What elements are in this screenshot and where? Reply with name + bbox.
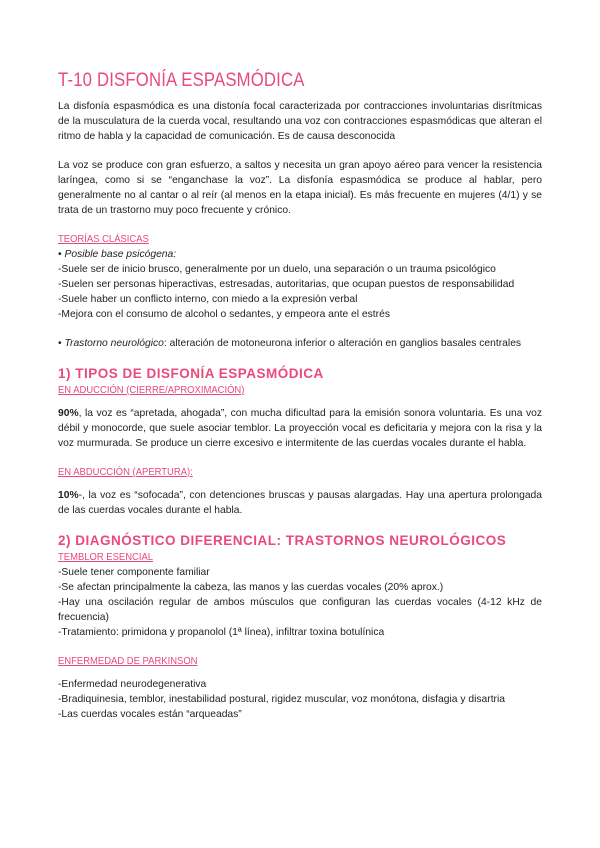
parkinson-item: -Enfermedad neurodegenerativa [58,679,207,690]
aduccion-pct: 90% [58,408,79,419]
neuro-text: : alteración de motoneurona inferior o alteración en ganglios basales centrales [163,338,522,349]
aduccion-text: , la voz es “apretada, ahogada”, con mucha dificultad para la emisión sonora voluntaria. Es una voz débil y monocorde, que suele asociar temblor. La proyección vocal es deficitaria y mejora con la risa y la voz murmurada. Se produce un cierre excesivo e intermitente de las cuerdas vocales durante el habla. [58,408,542,449]
teorias-heading: TEORÍAS CLÁSICAS [58,233,149,245]
psicogena-item: -Suelen ser personas hiperactivas, estresadas, autoritarias, que ocupan puestos de responsabilidad [58,279,515,290]
psicogena-item: -Suele ser de inicio brusco, generalmente por un duelo, una separación o un trauma psicológico [58,264,496,275]
abduccion-pct: 10% [58,490,79,501]
aduccion-paragraph [58,406,542,451]
diagnostico-heading: 2) DIAGNÓSTICO DIFERENCIAL: TRASTORNOS NEUROLÓGICOS [58,533,507,548]
abduccion-heading: EN ABDUCCIÓN (APERTURA): [58,466,193,478]
bullet-icon: • [58,338,62,349]
neuro-label: Trastorno neurológico [64,338,164,349]
tipos-heading: 1) TIPOS DE DISFONÍA ESPASMÓDICA [58,366,324,381]
temblor-item: -Suele tener componente familiar [58,567,210,578]
psicogena-item: -Suele haber un conflicto interno, con miedo a la expresión verbal [58,294,358,305]
abduccion-paragraph [58,488,542,518]
temblor-item: -Se afectan principalmente la cabeza, las manos y las cuerdas vocales (20% aprox.) [58,582,444,593]
page-title: T-10 DISFONÍA ESPASMÓDICA [58,70,305,91]
neuro-paragraph [58,336,542,351]
aduccion-heading: EN ADUCCIÓN (CIERRE/APROXIMACIÓN) [58,384,245,396]
temblor-item: -Tratamiento: primidona y propanolol (1ª línea), infiltrar toxina botulínica [58,627,385,638]
bullet-icon: • [58,249,62,260]
abduccion-text: -, la voz es “sofocada”, con detenciones bruscas y pausas alargadas. Hay una apertura prolongada de las cuerdas vocales durante el habla. [58,490,542,516]
psicogena-label: Posible base psicógena: [64,249,177,260]
psicogena-item: -Mejora con el consumo de alcohol o sedantes, y empeora ante el estrés [58,309,390,320]
parkinson-item: -Bradiquinesia, temblor, inestabilidad postural, rigidez muscular, voz monótona, disfagia y disartria [58,694,505,705]
parkinson-heading: ENFERMEDAD DE PARKINSON [58,655,198,667]
parkinson-item: -Las cuerdas vocales están “arqueadas” [58,709,242,720]
temblor-item: -Hay una oscilación regular de ambos músculos que configuran las cuerdas vocales (4-12 kHz de frecuencia) [58,597,542,623]
temblor-heading: TEMBLOR ESENCIAL [58,551,154,563]
intro-paragraph-2: La voz se produce con gran esfuerzo, a saltos y necesita un gran apoyo aéreo para vencer la resistencia laríngea, como si se “enganchase la voz”. La disfonía espasmódica se produce al hablar, pero generalmente no al cantar o al reír (al menos en la etapa inicial). Es más frecuente en mujeres (4/1) y se trata de un trastorno muy poco frecuente y crónico. [58,160,542,216]
psicogena-label-line [58,247,542,262]
document-page [58,70,542,722]
psicogena-block [58,247,542,322]
intro-paragraph: La disfonía espasmódica es una distonía focal caracterizada por contracciones involuntarias disrítmicas de la musculatura de la cuerda vocal, resultando una voz con contracciones espasmódicas que alteran el ritmo de habla y la capacidad de comunicación. Es de causa desconocida [58,101,542,142]
